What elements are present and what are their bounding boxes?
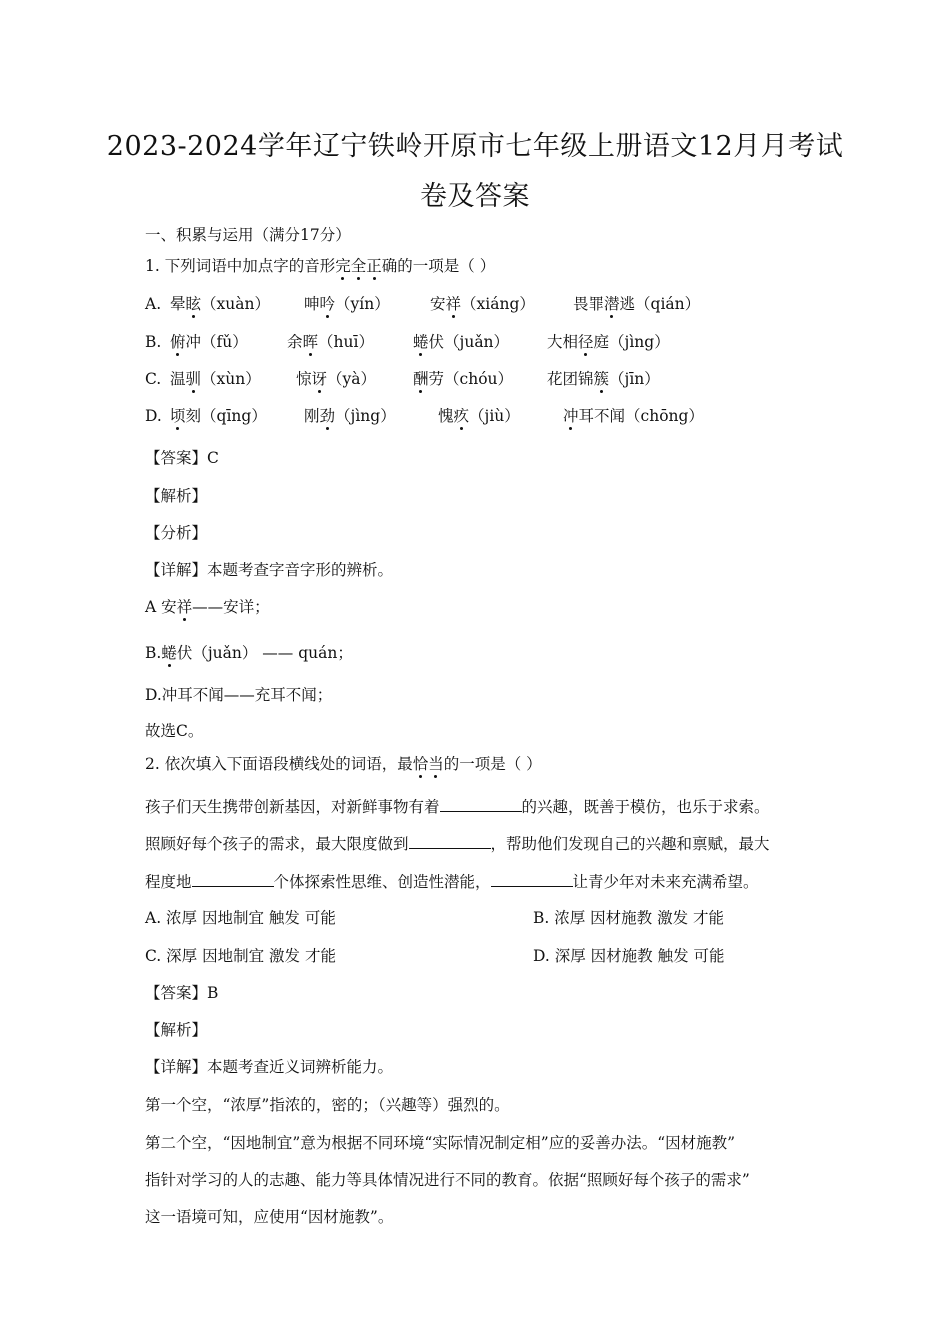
q2-analysis-heading: 【解析】 xyxy=(145,1021,208,1039)
q1-option-c-label: C. xyxy=(145,370,162,388)
q1-option-b-word3: 蜷 伏（juǎn） xyxy=(413,331,509,353)
section-heading: 一、积累与运用（满分17分） xyxy=(145,226,351,244)
q2-paragraph-line1: 孩子们天生携带创新基因，对新鲜事物有着 的兴趣，既善于模仿，也乐于求索。 xyxy=(145,795,770,818)
blank-2 xyxy=(409,832,491,849)
doc-title-line1: 2023-2024学年辽宁铁岭开原市七年级上册语文12月月考试 xyxy=(106,131,844,162)
q1-option-d-word3: 愧疚 （jiù） xyxy=(438,405,520,427)
q1-option-c-word1: 温驯 （xùn） xyxy=(170,368,261,390)
q1-detail: 【详解】本题考查字音字形的辨析。 xyxy=(145,561,394,579)
q1-conclusion: 故选C。 xyxy=(145,722,204,740)
q2-explain-2a: 第二个空，“因地制宜”意为根据不同环境“实际情况制定相”应的妥善办法。“因材施教” xyxy=(145,1134,736,1152)
q2-paragraph-line3: 程度地 个体探索性思维、创造性潜能， 让青少年对未来充满希望。 xyxy=(145,870,759,893)
q2-paragraph-line2: 照顾好每个孩子的需求，最大限度做到 ，帮助他们发现自己的兴趣和禀赋，最大 xyxy=(145,832,770,855)
q1-fenxi-heading: 【分析】 xyxy=(145,524,208,542)
q1-option-d-word4: 冲 耳不闻（chōng） xyxy=(563,405,704,427)
blank-3 xyxy=(192,870,274,887)
q2-option-b: B. 浓厚 因材施教 激发 才能 xyxy=(533,909,725,927)
q1-option-b-word4: 大相径 庭（jìng） xyxy=(547,331,670,353)
q2-option-a: A. 浓厚 因地制宜 触发 可能 xyxy=(145,909,336,927)
q1-option-b-label: B. xyxy=(145,333,162,351)
q1-option-b-word2: 余晖 （huī） xyxy=(287,331,374,353)
q1-stem: 1. 下列词语中加点字的音形完 全 正 确的一项是（ ） xyxy=(145,255,495,277)
q1-option-a-word2: 呻吟 （yín） xyxy=(304,293,390,315)
q1-option-a-word4: 畏罪潜 逃（qián） xyxy=(573,293,700,315)
q1-option-c-word3: 酬 劳（chóu） xyxy=(413,368,513,390)
q1-explain-a: A 安祥 ——安详； xyxy=(145,596,270,618)
q1-option-d-word1: 顷 刻（qīng） xyxy=(170,405,267,427)
q1-explain-d: D.冲耳不闻——充耳不闻； xyxy=(145,686,333,704)
blank-1 xyxy=(440,795,522,812)
q1-option-c-word4: 花团锦簇 （jīn） xyxy=(547,368,660,390)
q1-option-d-label: D. xyxy=(145,407,162,425)
blank-4 xyxy=(491,870,573,887)
q2-explain-2b: 指针对学习的人的志趣、能力等具体情况进行不同的教育。依据“照顾好每个孩子的需求” xyxy=(145,1171,750,1189)
q2-option-c: C. 深厚 因地制宜 激发 才能 xyxy=(145,947,336,965)
q1-analysis-heading: 【解析】 xyxy=(145,487,208,505)
q2-option-d: D. 深厚 因材施教 触发 可能 xyxy=(533,947,725,965)
q1-option-c-word2: 惊讶 （yà） xyxy=(296,368,376,390)
q1-option-a-label: A. xyxy=(145,295,162,313)
q1-option-b-word1: 俯 冲（fǔ） xyxy=(170,331,248,353)
q2-answer: 【答案】B xyxy=(145,984,219,1002)
doc-title-line2: 卷及答案 xyxy=(420,181,530,212)
q2-stem: 2. 依次填入下面语段横线处的词语，最恰 当 的一项是（ ） xyxy=(145,753,542,775)
q1-explain-b: B.蜷 伏（juǎn） —— quán； xyxy=(145,642,353,664)
q2-explain-2c: 这一语境可知，应使用“因材施教”。 xyxy=(145,1208,394,1226)
q2-explain-1: 第一个空，“浓厚”指浓的，密的；（兴趣等）强烈的。 xyxy=(145,1096,510,1114)
q1-option-d-word2: 刚劲 （jìng） xyxy=(304,405,396,427)
q1-option-a-word1: 晕眩 （xuàn） xyxy=(170,293,270,315)
q2-detail: 【详解】本题考查近义词辨析能力。 xyxy=(145,1058,394,1076)
q1-option-a-word3: 安祥 （xiáng） xyxy=(430,293,535,315)
q1-answer: 【答案】C xyxy=(145,449,219,467)
